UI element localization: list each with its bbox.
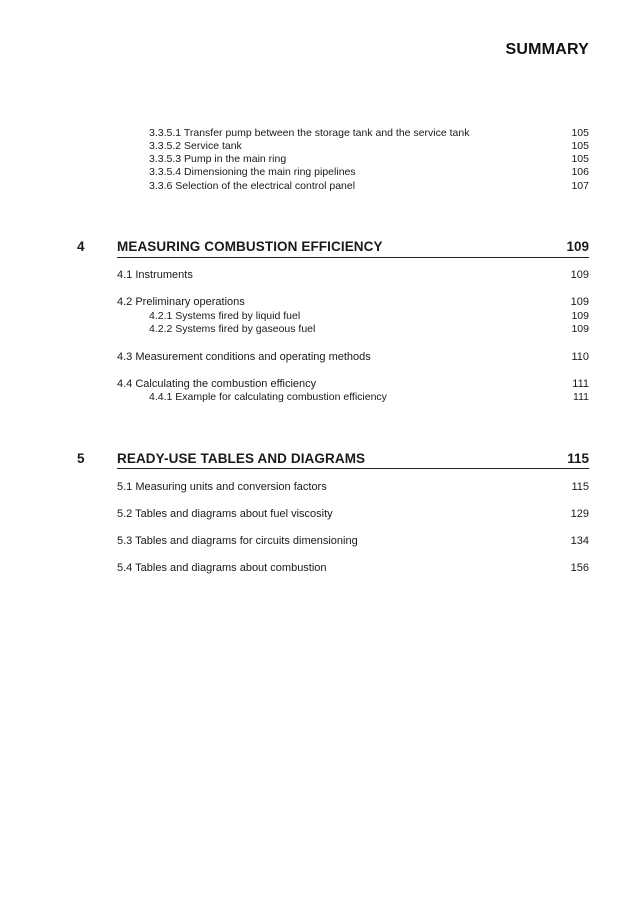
- toc-section[interactable]: [0, 350, 638, 364]
- toc-section-label: 4.3 Measurement conditions and operating methods: [117, 351, 371, 363]
- toc-entry-label: 3.3.5.1 Transfer pump between the storage tank and the service tank: [149, 127, 470, 139]
- toc-entry-label: 4.4.1 Example for calculating combustion efficiency: [149, 391, 387, 403]
- toc-section[interactable]: [0, 480, 638, 494]
- toc-entry-page: 109: [571, 310, 589, 322]
- toc-section-page: 156: [570, 562, 589, 574]
- toc-entry-page: 105: [571, 127, 589, 139]
- toc-section-label: 4.1 Instruments: [117, 269, 193, 281]
- chapter-page: 115: [567, 451, 589, 466]
- toc-section-page: 109: [570, 269, 589, 281]
- chapter-title: MEASURING COMBUSTION EFFICIENCY: [117, 239, 383, 254]
- toc-section-label: 5.3 Tables and diagrams for circuits dimensioning: [117, 535, 358, 547]
- toc-entry[interactable]: [0, 140, 638, 154]
- toc-section[interactable]: [0, 295, 638, 309]
- toc-section-label: 5.1 Measuring units and conversion factors: [117, 481, 327, 493]
- toc-entry[interactable]: [0, 391, 638, 405]
- toc-entry-page: 107: [571, 180, 589, 192]
- toc-entry-label: 4.2.1 Systems fired by liquid fuel: [149, 310, 301, 322]
- toc-section[interactable]: [0, 534, 638, 548]
- toc-section-label: 5.2 Tables and diagrams about fuel viscosity: [117, 508, 333, 520]
- toc-section[interactable]: [0, 377, 638, 391]
- toc-entry-label: 3.3.5.2 Service tank: [149, 140, 242, 152]
- toc-entry-label: 4.2.2 Systems fired by gaseous fuel: [149, 323, 316, 335]
- toc-entry[interactable]: [0, 153, 638, 167]
- toc-section[interactable]: [0, 507, 638, 521]
- toc-section-label: 5.4 Tables and diagrams about combustion: [117, 562, 327, 574]
- toc-section-label: 4.2 Preliminary operations: [117, 296, 245, 308]
- toc-entry[interactable]: [0, 310, 638, 324]
- toc-section[interactable]: [0, 268, 638, 282]
- toc-entry-page: 109: [571, 323, 589, 335]
- toc-section-page: 110: [571, 351, 589, 363]
- toc-entry-page: 106: [571, 166, 589, 178]
- toc-section-page: 134: [570, 535, 589, 547]
- chapter-number: 5: [77, 451, 85, 466]
- chapter-divider: [117, 468, 589, 469]
- toc-section-page: 109: [570, 296, 589, 308]
- toc-entry-page: 105: [571, 140, 589, 152]
- toc-entry[interactable]: [0, 323, 638, 337]
- toc-section-page: 115: [571, 481, 589, 493]
- toc-entry-label: 3.3.5.4 Dimensioning the main ring pipelines: [149, 166, 356, 178]
- chapter-page: 109: [566, 239, 589, 254]
- toc-entry[interactable]: [0, 166, 638, 180]
- toc-entry[interactable]: [0, 180, 638, 194]
- toc-section[interactable]: [0, 561, 638, 575]
- toc-section-page: 111: [572, 378, 589, 390]
- toc-entry-page: 105: [571, 153, 589, 165]
- chapter-number: 4: [77, 239, 85, 254]
- chapter-heading[interactable]: [0, 239, 638, 259]
- toc-section-label: 4.4 Calculating the combustion efficiency: [117, 378, 317, 390]
- toc-entry-page: 111: [573, 391, 589, 403]
- toc-section-page: 129: [570, 508, 589, 520]
- page-header-title: SUMMARY: [505, 41, 589, 58]
- chapter-title: READY-USE TABLES AND DIAGRAMS: [117, 451, 366, 466]
- toc-entry[interactable]: [0, 127, 638, 141]
- chapter-divider: [117, 257, 589, 258]
- toc-entry-label: 3.3.5.3 Pump in the main ring: [149, 153, 287, 165]
- toc-entry-label: 3.3.6 Selection of the electrical control panel: [149, 180, 356, 192]
